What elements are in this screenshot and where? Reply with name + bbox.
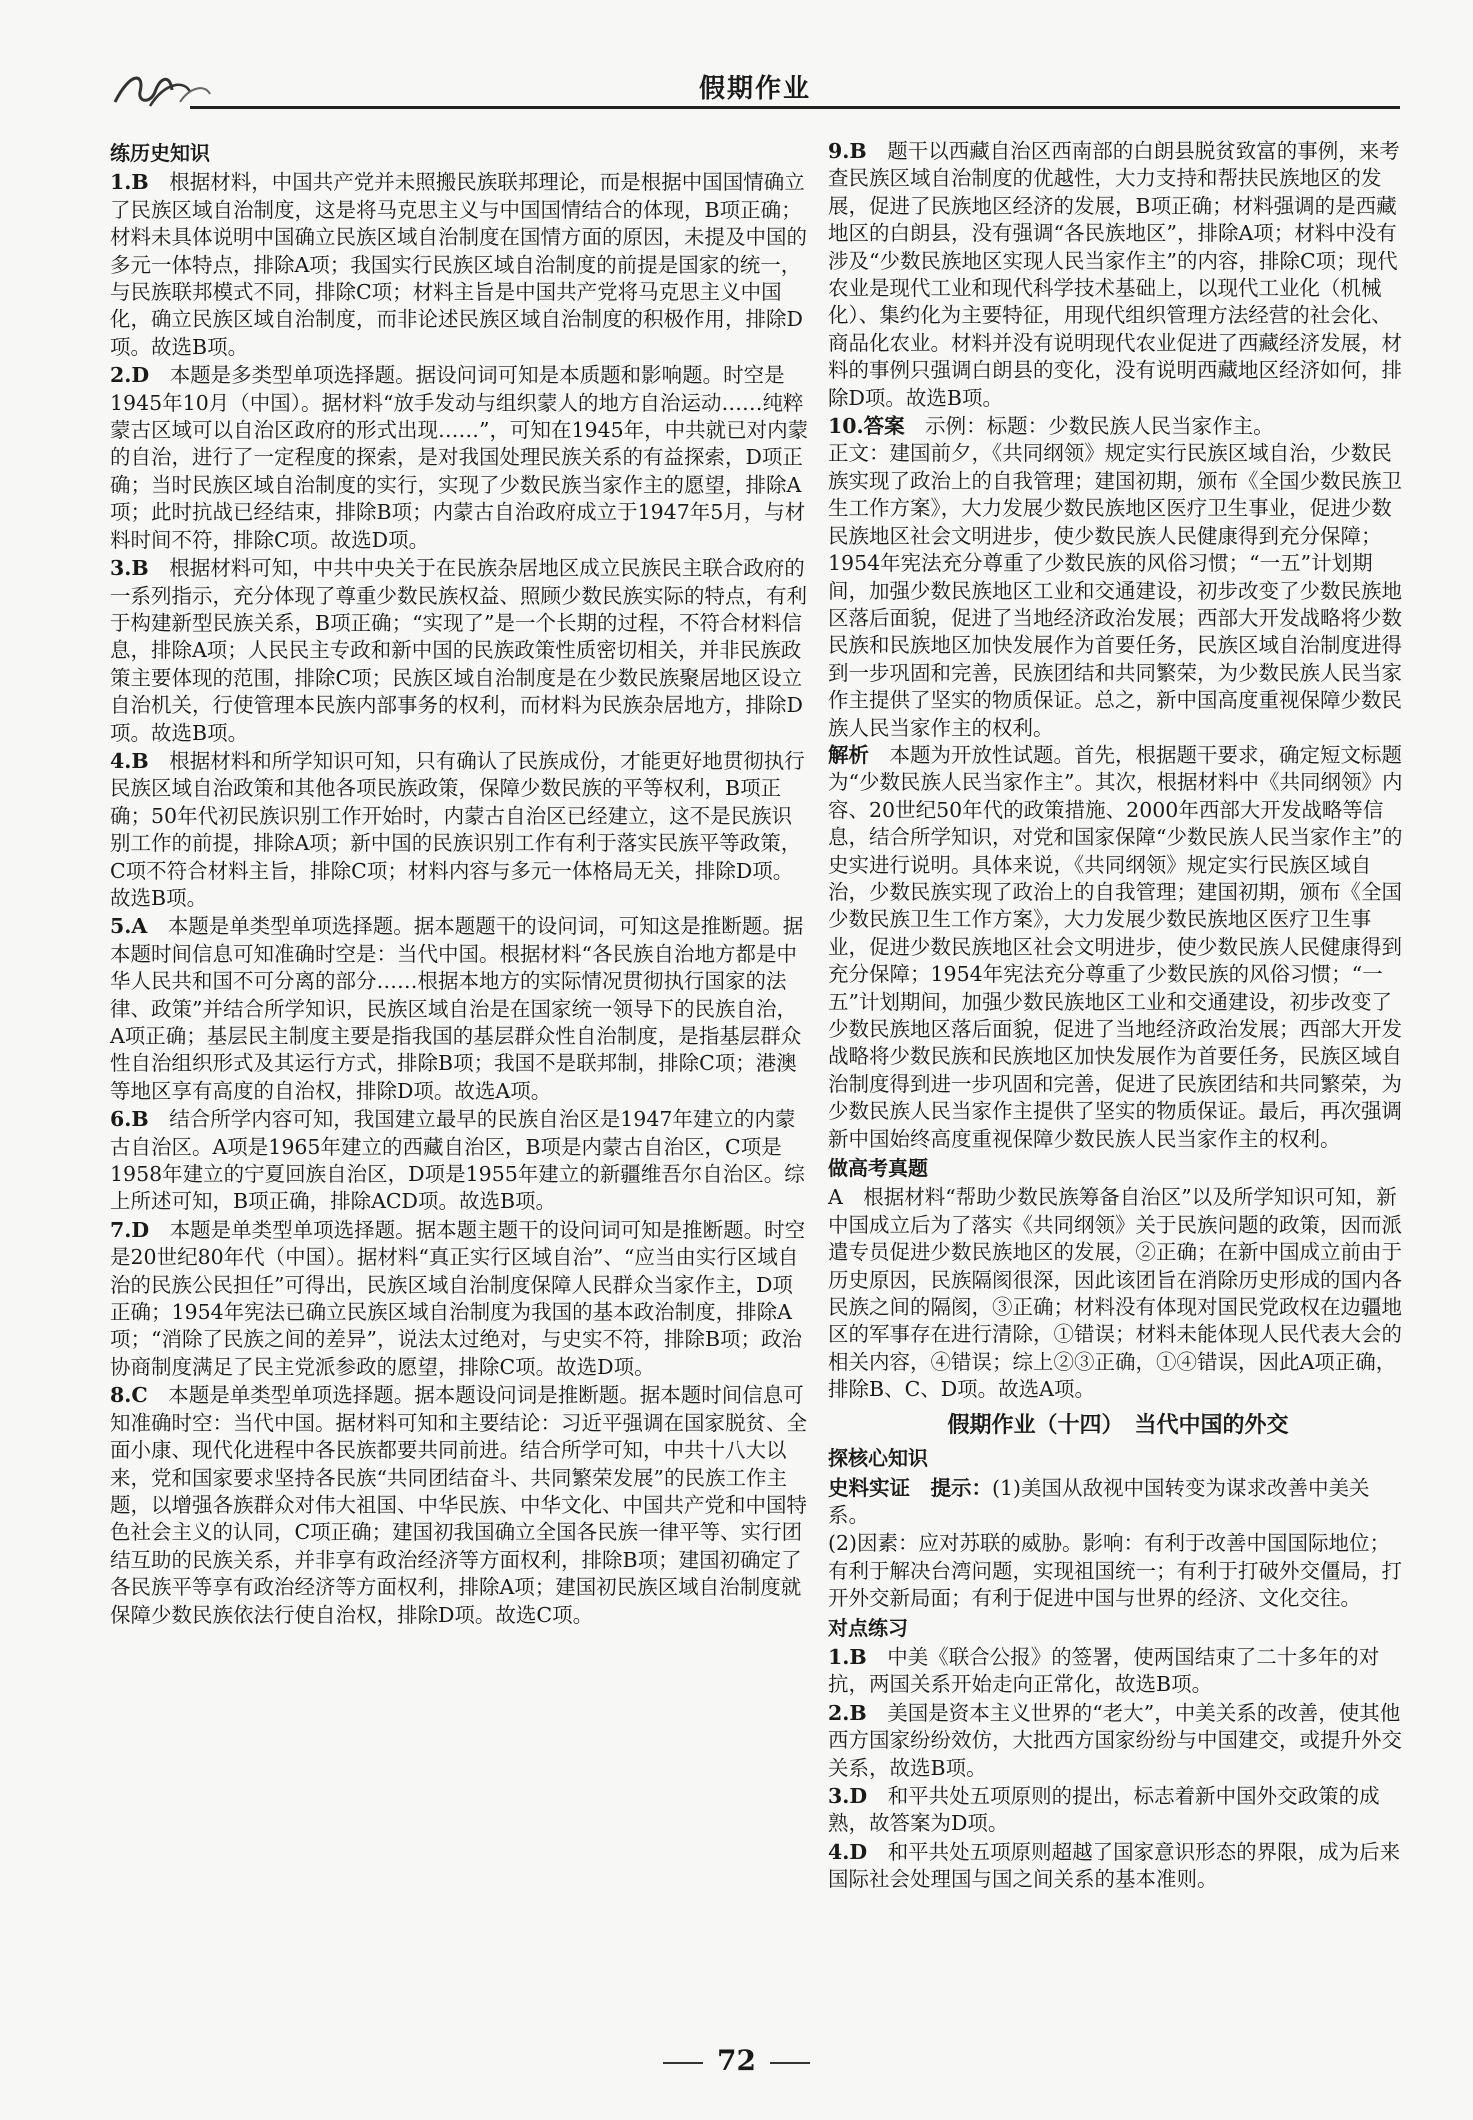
answer-item-8: 8.C 本题是单类型单项选择题。据本题设问词是推断题。据本题时间信息可知准确时空：当代中国。据材料可知和主要结论：习近平强调在国家脱贫、全面小康、现代化进程中各民族都要共同前进。结合所学可知，中共十八大以来，党和国家要求坚持各民族“共同团结奋斗、共同繁荣发展”的民族工作主题，以增强各族群众对伟大祖国、中华民族、中华文化、中国共产党和中国特色社会主义的认同，C项正确；建国初我国确立全国各民族一律平等、实行团结互助的民族关系，并非享有政治经济等方面权利，排除B项；建国初确定了各民族平等享有政治经济等方面权利，排除A项；建国初民族区域自治制度就保障少数民族依法行使自治权，排除D项。故选C项。: [110, 1383, 807, 1627]
practice-item-2: 2.B 美国是资本主义世界的“老大”，中美关系的改善，使其他西方国家纷纷效仿，大批西方国家纷纷与中国建交，或提升外交关系，故选B项。: [828, 1700, 1402, 1780]
page-header: [110, 62, 1400, 112]
section-title-gaokao: 做高考真题: [828, 1156, 928, 1181]
answer-item-10: 10.答案 示例：标题：少数民族人民当家作主。 正文：建国前夕，《共同纲领》规定实行民族区域自治，少数民族实现了政治上的自我管理；建国初期，颁布《全国少数民族卫生工作方案》，大力发展少数民族地区医疗卫生事业，促进少数民族地区社会文明进步，使少数民族人民健康得到充分保障；1954年宪法充分尊重了少数民族的风俗习惯；“一五”计划期间，加强少数民族地区工业和交通建设，初步改变了少数民族地区落后面貌，促进了当地经济政治发展；西部大开发战略将少数民族和民族地区加快发展作为首要任务，民族区域自治制度进得到一步巩固和完善，民族团结和共同繁荣，为少数民族人民当家作主提供了坚实的物质保证。总之，新中国高度重视保障少数民族人民当家作主的权利。 解析 本题为开放性试题。首先，根据题干要求，确定短文标题为“少数民族人民当家作主”。其次，根据材料中《共同纲领》内容、20世纪50年代的政策措施、2000年西部大开发战略等信息，结合所学知识，对党和国家保障“少数民族人民当家作主”的史实进行说明。具体来说，《共同纲领》规定实行民族区域自治，少数民族实现了政治上的自我管理；建国初期，颁布《全国少数民族卫生工作方案》，大力发展少数民族地区医疗卫生事业，促进少数民族地区社会文明进步，使少数民族人民健康得到充分保障；1954年宪法充分尊重了少数民族的风俗习惯；“一五”计划期间，加强少数民族地区工业和交通建设，初步改变了少数民族地区落后面貌，促进了当地经济政治发展；西部大开发战略将少数民族和民族地区加快发展作为首要任务，民族区域自治制度得到进一步巩固和完善，促进了民族团结和共同繁荣，为少数民族人民当家作主提供了坚实的物质保证。最后，再次强调新中国始终高度重视保障少数民族人民当家作主的权利。: [828, 413, 1408, 1153]
right-column: [828, 138, 1408, 1895]
answer-item-9: 9.B 题干以西藏自治区西南部的白朗县脱贫致富的事例，来考查民族区域自治制度的优越性，大力支持和帮扶民族地区的发展，促进了民族地区经济的发展，B项正确；材料强调的是西藏地区的白朗县，没有强调“各民族地区”，排除A项；材料中没有涉及“少数民族地区实现人民当家作主”的内容，排除C项；现代农业是现代工业和现代科学技术基础上，以现代工业化（机械化）、集约化为主要特征，用现代组织管理方法经营的社会化、商品化农业。材料并没有说明现代农业促进了西藏经济发展，材料的事例只强调白朗县的变化，没有说明西藏地区经济如何，排除D项。故选B项。: [828, 139, 1402, 410]
core-hint: 史料实证 提示：(1)美国从敌视中国转变为谋求改善中美关系。: [828, 1475, 1370, 1527]
section-title-practice-knowledge: 练历史知识: [110, 141, 210, 165]
answer-item-7: 7.D 本题是单类型单项选择题。据本题主题干的设问词可知是推断题。时空是20世纪80年代（中国）。据材料“真正实行区域自治”、“应当由实行区域自治的民族公民担任”可得出，民族区域自治制度保障人民群众当家作主，D项正确；1954年宪法已确立民族区域自治制度为我国的基本政治制度，排除A项；“消除了民族之间的差异”，说法太过绝对，与史实不符，排除B项；政治协商制度满足了民主党派参政的愿望，排除C项。故选D项。: [110, 1217, 806, 1379]
answer-item-5: 5.A 本题是单类型单项选择题。据本题题干的设问词，可知这是推断题。据本题时间信息可知准确时空是：当代中国。根据材料“各民族自治地方都是中华人民共和国不可分离的部分……根据本地方的实际情况贯彻执行国家的法律、政策”并结合所学知识，民族区域自治是在国家统一领导下的民族自治，A项正确；基层民主制度主要是指我国的基层群众性自治制度，是指基层群众性自治组织形式及其运行方式，排除B项；我国不是联邦制，排除C项；港澳等地区享有高度的自治权，排除D项。故选A项。: [110, 914, 804, 1103]
practice-item-3: 3.D 和平共处五项原则的提出，标志着新中国外交政策的成熟，故答案为D项。: [828, 1783, 1380, 1836]
unit-title: 假期作业（十四） 当代中国的外交: [947, 1412, 1289, 1438]
practice-item-1: 1.B 中美《联合公报》的签署，使两国结束了二十多年的对抗，两国关系开始走向正常化，故选B项。: [828, 1644, 1380, 1697]
page-footer: [0, 2044, 1473, 2077]
section-title-practice: 对点练习: [828, 1615, 908, 1640]
answer-item-2: 2.D 本题是多类型单项选择题。据设问词可知是本质题和影响题。时空是1945年10月（中国）。据材料“放手发动与组织蒙人的地方自治运动……纯粹蒙古区域可以自治区政府的形式出现……”，可知在1945年，中共就已对内蒙的自治，进行了一定程度的探索，是对我国处理民族关系的有益探索，D项正确；当时民族区域自治制度的实行，实现了少数民族当家作主的愿望，排除A项；此时抗战已经结束，排除B项；内蒙古自治政府成立于1947年5月，与材料时间不符，排除C项。故选D项。: [110, 363, 809, 552]
answer-item-4: 4.B 根据材料和所学知识可知，只有确认了民族成份，才能更好地贯彻执行民族区域自治政策和其他各项民族政策，保障少数民族的平等权利，B项正确；50年代初民族识别工作开始时，内蒙古自治区已经建立，这不是民族识别工作的前提，排除A项；新中国的民族识别工作有利于落实民族平等政策，C项不符合材料主旨，排除C项；材料内容与多元一体格局无关，排除D项。故选B项。: [110, 748, 805, 910]
page-title: 假期作业: [698, 74, 811, 104]
gaokao-answer: A 根据材料“帮助少数民族筹备自治区”以及所学知识可知，新中国成立后为了落实《共同纲领》关于民族问题的政策，因而派遣专员促进少数民族地区的发展，②正确；在新中国成立前由于历史原因，民族隔阂很深，因此该团旨在消除历史形成的国内各民族之间的隔阂，③正确；材料没有体现对国民党政权在边疆地区的军事存在进行清除，①错误；材料未能体现人民代表大会的相关内容，④错误；综上②③正确，①④错误，因此A项正确，排除B、C、D项。故选A项。: [828, 1185, 1402, 1402]
analysis-label: 解析: [828, 742, 869, 767]
answer-body: 正文：建国前夕，《共同纲领》规定实行民族区域自治，少数民族实现了政治上的自我管理；建国初期，颁布《全国少数民族卫生工作方案》，大力发展少数民族地区医疗卫生事业，促进少数民族地区社会文明进步，使少数民族人民健康得到充分保障；1954年宪法充分尊重了少数民族的风俗习惯；“一五”计划期间，加强少数民族地区工业和交通建设，初步改变了少数民族地区落后面貌，促进了当地经济政治发展；西部大开发战略将少数民族和民族地区加快发展作为首要任务，民族区域自治制度进得到一步巩固和完善，民族团结和共同繁荣，为少数民族人民当家作主提供了坚实的物质保证。总之，新中国高度重视保障少数民族人民当家作主的权利。: [828, 441, 1402, 740]
footer-dash-right: [770, 2062, 810, 2064]
analysis-block: 解析 本题为开放性试题。首先，根据题干要求，确定短文标题为“少数民族人民当家作主”。其次，根据材料中《共同纲领》内容、20世纪50年代的政策措施、2000年西部大开发战略等信息，结合所学知识，对党和国家保障“少数民族人民当家作主”的史实进行说明。具体来说，《共同纲领》规定实行民族区域自治，少数民族实现了政治上的自我管理；建国初期，颁布《全国少数民族卫生工作方案》，大力发展少数民族地区医疗卫生事业，促进少数民族地区社会文明进步，使少数民族人民健康得到充分保障；1954年宪法充分尊重了少数民族的风俗习惯；“一五”计划期间，加强少数民族地区工业和交通建设，初步改变了少数民族地区落后面貌，促进了当地经济政治发展；西部大开发战略将少数民族和民族地区加快发展作为首要任务，民族区域自治制度得到进一步巩固和完善，促进了民族团结和共同繁荣，为少数民族人民当家作主提供了坚实的物质保证。最后，再次强调新中国始终高度重视保障少数民族人民当家作主的权利。: [828, 742, 1403, 1151]
footer-dash-left: [663, 2062, 703, 2064]
left-column: [110, 138, 810, 1630]
practice-item-4: 4.D 和平共处五项原则超越了国家意识形态的界限，成为后来国际社会处理国与国之间关系的基本准则。: [828, 1839, 1401, 1892]
answer-item-1: 1.B 根据材料，中国共产党并未照搬民族联邦理论，而是根据中国国情确立了民族区域自治制度，这是将马克思主义与中国国情结合的体现，B项正确；材料未具体说明中国确立民族区域自治制度在国情方面的原因，未提及中国的多元一体特点，排除A项；我国实行民族区域自治制度的前提是国家的统一，与民族联邦模式不同，排除C项；材料主旨是中国共产党将马克思主义中国化，确立民族区域自治制度，而非论述民族区域自治制度的积极作用，排除D项。故选B项。: [110, 170, 807, 359]
header-rule: [190, 106, 1400, 109]
section-title-core: 探核心知识: [828, 1446, 928, 1471]
answer-label: 答案: [863, 414, 905, 439]
answer-item-6: 6.B 结合所学内容可知，我国建立最早的民族自治区是1947年建立的内蒙古自治区。A项是1965年建立的西藏自治区，B项是内蒙古自治区，C项是1958年建立的宁夏回族自治区，D项是1955年建立的新疆维吾尔自治区。综上所述可知，B项正确，排除ACD项。故选B项。: [110, 1107, 805, 1214]
page-number: 72: [717, 2044, 756, 2077]
answer-item-3: 3.B 根据材料可知，中共中央关于在民族杂居地区成立民族民主联合政府的一系列指示，充分体现了尊重少数民族权益、照顾少数民族实际的特点，有利于构建新型民族关系，B项正确；“实现了”是一个长期的过程，不符合材料信息，排除A项；人民民主专政和新中国的民族政策性质密切相关，并非民族政策主要体现的范围，排除C项；民族区域自治制度是在少数民族聚居地区设立自治机关，行使管理本民族内部事务的权利，而材料为民族杂居地方，排除D项。故选B项。: [110, 556, 807, 745]
core-point-2: (2)因素：应对苏联的威胁。影响：有利于改善中国国际地位；有利于解决台湾问题，实现祖国统一；有利于打破外交僵局，打开外交新局面；有利于促进中国与世界的经济、文化交往。: [828, 1531, 1402, 1611]
